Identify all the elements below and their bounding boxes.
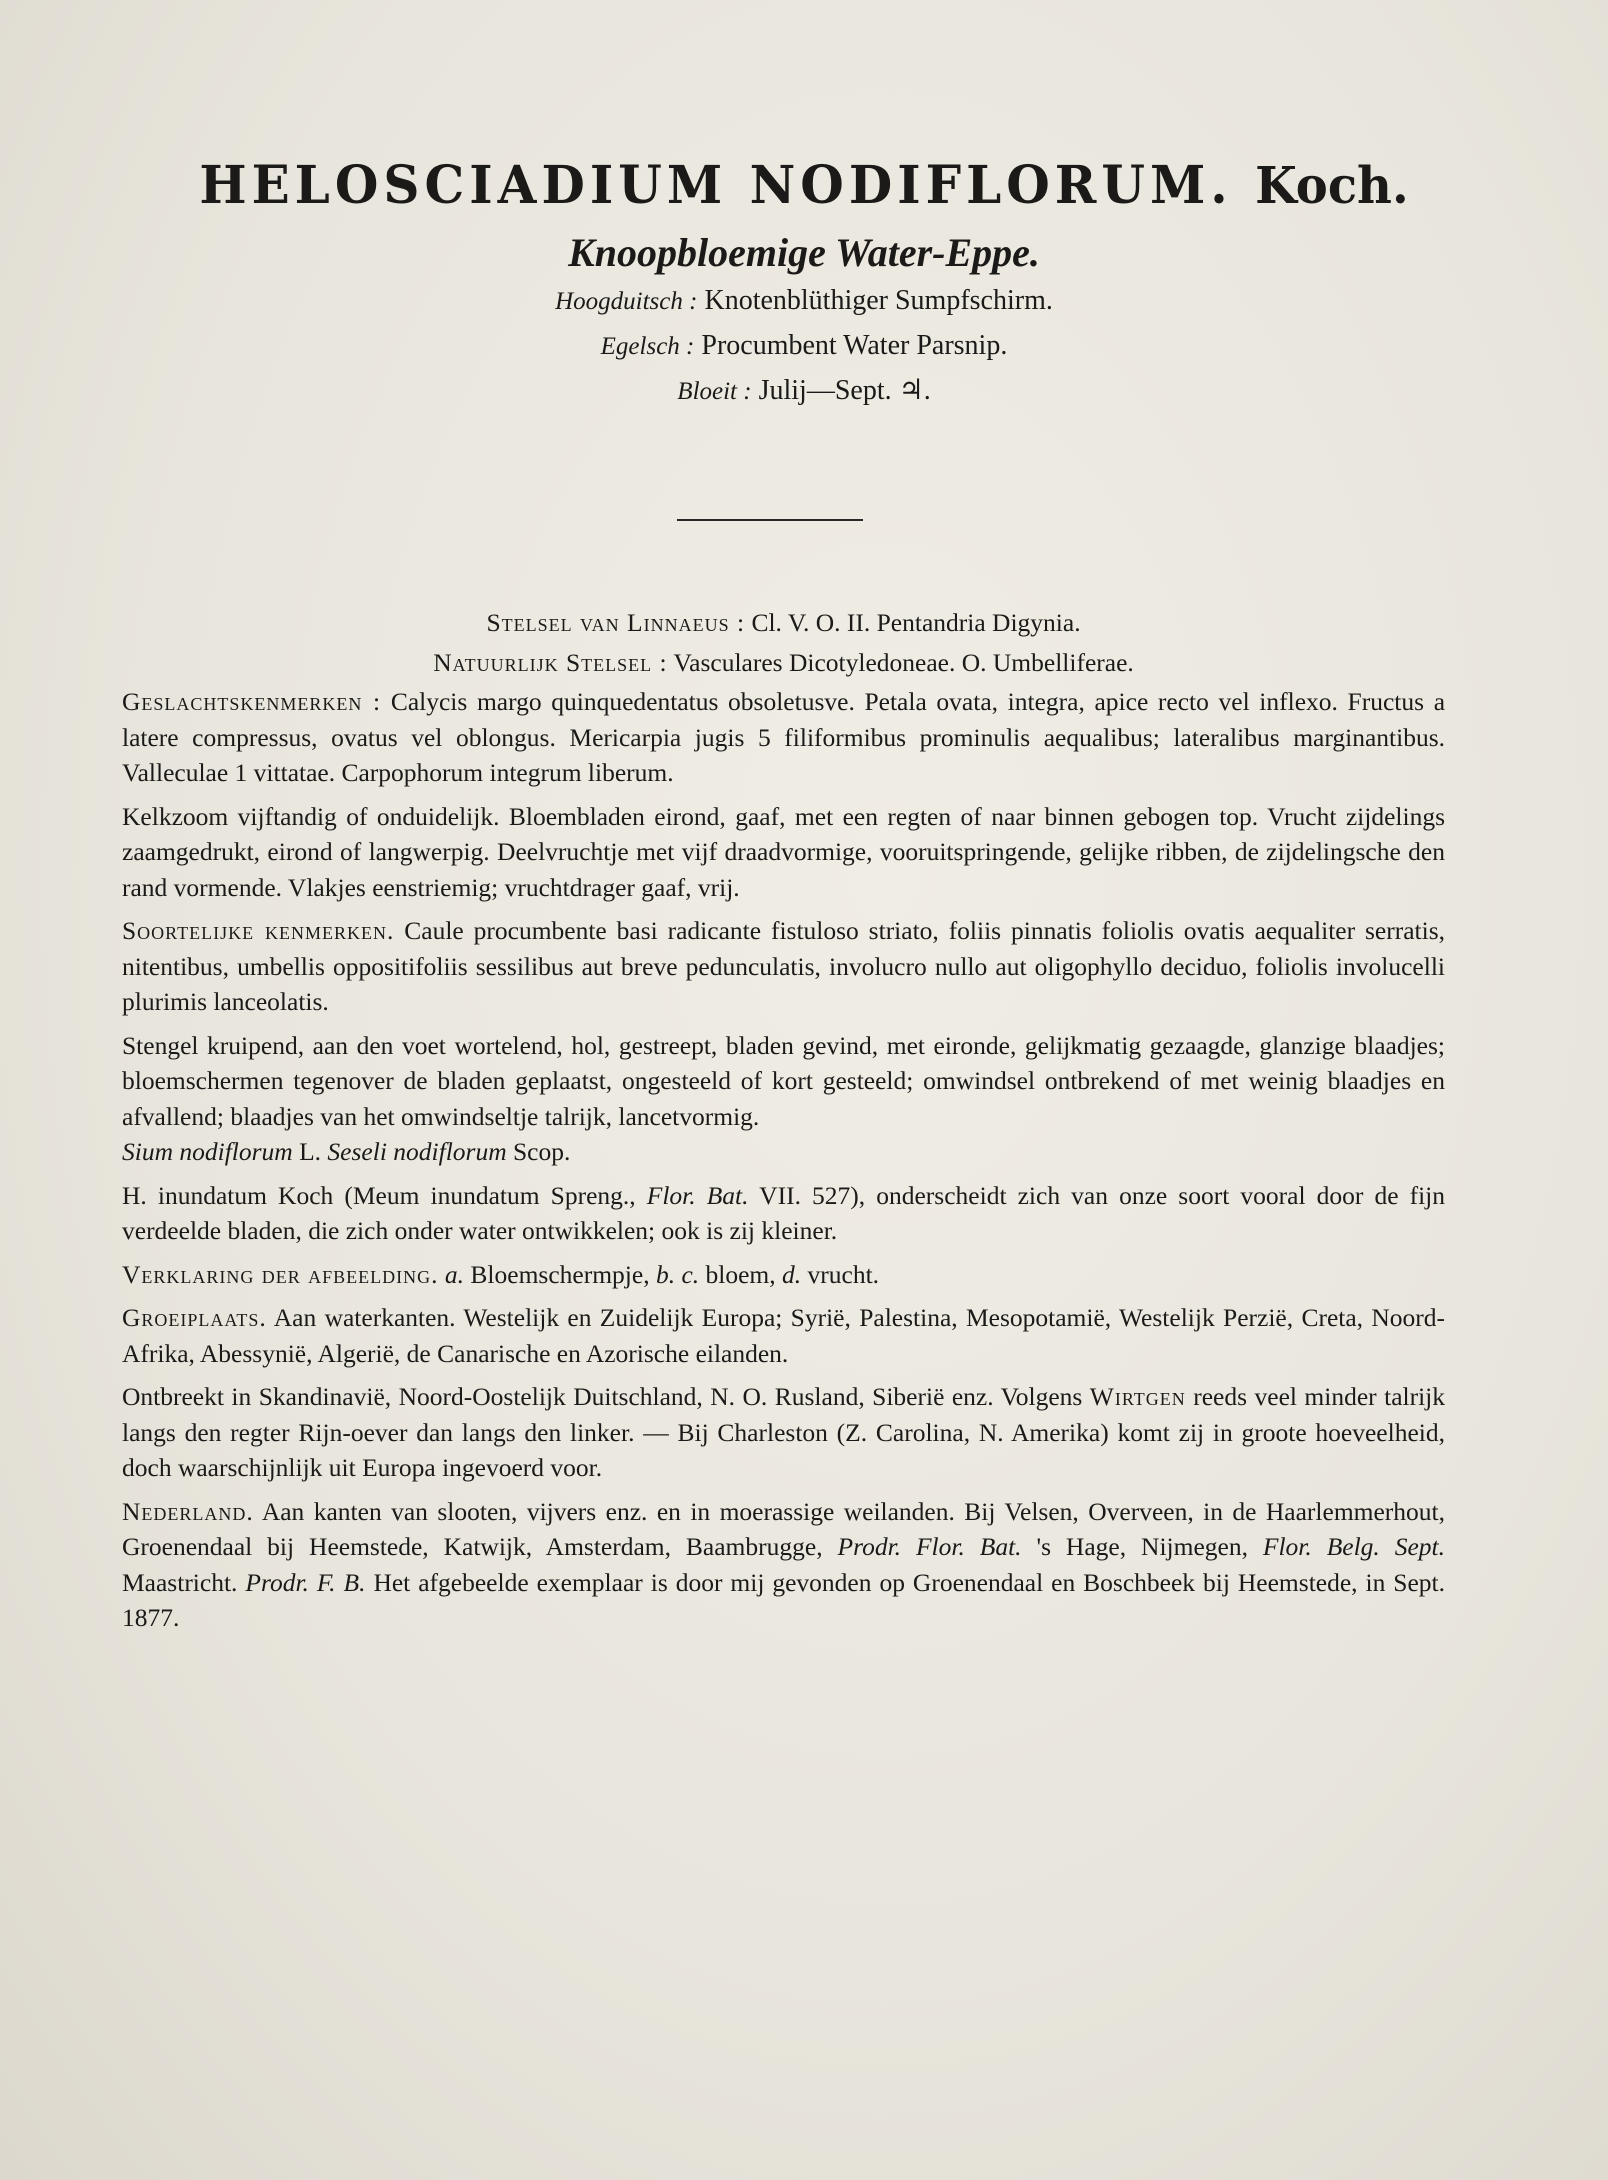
genus-characters-latin: Geslachtskenmerken : Calycis margo quinquedentatus obsoletusve. Petala ovata, integra, apice recto vel inflexo. Fructus a latere compressus, ovatus vel oblongus. Mericarpia jugis 5 filiformibus prominulis aequalibus; lateralibus marginantibus. Valleculae 1 vittatae. Carpophorum integrum liberum. [122,687,1446,787]
title-latin: HELOSCIADIUM NODIFLORUM. [199,153,1233,216]
description [122,605,1445,1644]
german-name: Hoogduitsch : Knotenblüthiger Sumpfschirm. [555,285,1053,316]
german-label: Hoogduitsch : [555,288,698,315]
related-species: H. inundatum Koch (Meum inundatum Spreng., Flor. Bat. VII. 527), onderscheidt zich van onze soort vooral door de fijn verdeelde bladen, die zich onder water ontwikkelen; ook is zij kleiner. [122,1180,1446,1245]
habitat: Groeiplaats. Aan waterkanten. Westelijk en Zuidelijk Europa; Syrië, Palestina, Mesopotamië, Westelijk Perzië, Creta, Noord-Afrika, Abessynië, Algerië, de Canarische en Azorische eilanden. [122,1303,1446,1368]
natural-system: Natuurlijk Stelsel : Vasculares Dicotyledoneae. O. Umbelliferae. [433,647,1134,677]
title-author: Koch. [1255,156,1409,216]
english-label: Egelsch : [600,333,695,360]
netherlands-distribution: Nederland. Aan kanten van slooten, vijvers enz. en in moerassige weilanden. Bij Velsen, Overveen, in de Haarlemmerhout, Groenendaal bij Heemstede, Katwijk, Amsterdam, Baambrugge, Prodr. Flor. Bat. 's Hage, Nijmegen, Flor. Belg. Sept. Maastricht. Prodr. F. B. Het afgebeelde exemplaar is door mij gevonden op Groenendaal en Boschbeek bij Heemstede, in Sept. 1877. [122,1496,1446,1632]
absence-note: Ontbreekt in Skandinavië, Noord-Oostelijk Duitschland, N. O. Rusland, Siberië enz. Volgens Wirtgen reeds veel minder talrijk langs den regter Rijn-oever dan langs den linker. — Bij Charleston (Z. Carolina, N. Amerika) komt zij in groote hoeveelheid, doch waarschijnlijk uit Europa ingevoerd voor. [122,1382,1446,1482]
species-characters-latin: Soortelijke kenmerken. Caule procumbente basi radicante fistuloso striato, foliis pinnatis foliolis ovatis aequaliter serratis, nitentibus, umbellis oppositifoliis sessilibus aut breve pedunculatis, involucro nullo aut oligophyllo deciduo, foliolis involucelli plurimis lanceolatis. [122,916,1446,1016]
english-name: Egelsch : Procumbent Water Parsnip. [600,330,1008,361]
genus-characters-dutch: Kelkzoom vijftandig of onduidelijk. Bloembladen eirond, gaaf, met een regten of naar binnen gebogen top. Vrucht zijdelings zaamgedrukt, eirond of langwerpig. Deelvruchtje met vijf draadvormige, vooruitspringende, gelijke ribben, de zijdelingsche den rand vormende. Vlakjes eenstriemig; vruchtdrager gaaf, vrij. [122,801,1445,902]
species-characters-dutch: Stengel kruipend, aan den voet wortelend, hol, gestreept, bladen gevind, met eironde, gelijkmatig gezaagde, glanzige blaadjes; bloemschermen tegenover de bladen geplaatst, ongesteeld of kort gesteeld; omwindsel ontbrekend of met weinig blaadjes en afvallend; blaadjes van het omwindseltje talrijk, lancetvormig. Sium nodiflorum L. Seseli nodiflorum Scop. [122,1030,1445,1166]
page-subtitle: Knoopbloemige Water-Eppe. [568,230,1040,275]
linnaeus-system: Stelsel van Linnaeus : Cl. V. O. II. Pentandria Digynia. [486,608,1081,637]
page-title [0,148,1608,223]
figure-explanation: Verklaring der afbeelding. a. Bloemschermpje, b. c. bloem, d. vrucht. [122,1259,880,1289]
divider [677,519,863,521]
bloom-period: Bloeit : Julij—Sept. ♃. [677,375,931,406]
header [0,150,1608,414]
bloom-label: Bloeit : [677,378,752,405]
